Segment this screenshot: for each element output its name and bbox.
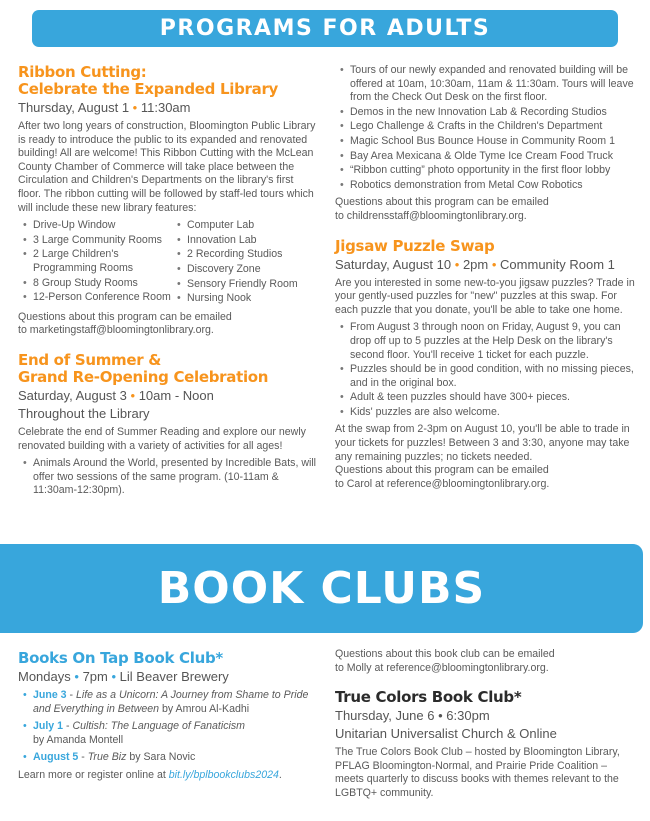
features-list: [18, 219, 318, 307]
club-day: Mondays: [18, 669, 71, 684]
activity-item: • Lego Challenge & Crafts in the Children's Department: [340, 120, 635, 134]
event-time: 11:30am: [140, 100, 191, 115]
book-date: July 1: [33, 720, 64, 733]
bullet-separator-icon: •: [130, 387, 136, 403]
contact-email-link[interactable]: to Carol at reference@bloomingtonlibrary.org.: [335, 477, 550, 490]
swap-info: At the swap from 2-3pm on August 10, you'll be able to trade in your tickets for puzzles! Between 3 and 3:30, anyone may take any remaining puzzles; no tickets needed.: [335, 423, 630, 463]
learn-more: Learn more or register online at bit.ly/bplbookclubs2024.: [18, 768, 282, 781]
event-title: [18, 352, 318, 386]
event-location: Community Room 1: [500, 256, 615, 272]
banner-title: BOOK CLUBS: [157, 563, 486, 614]
contact-line: Questions about this program can be emailed: [335, 464, 549, 477]
end-of-summer-event: [18, 352, 318, 498]
register-link[interactable]: bit.ly/bplbookclubs2024: [168, 768, 279, 781]
event-location: Throughout the Library: [18, 405, 150, 421]
book-date: June 3: [33, 689, 67, 701]
activity-item: • Bay Area Mexicana & Olde Tyme Ice Cream Food Truck: [340, 150, 635, 164]
contact-line: Questions about this book club can be emailed: [335, 648, 555, 660]
book-title: Life as a Unicorn: A Journey from Shame to Pride and Everything in Between: [33, 689, 309, 715]
feature-item: • Computer Lab: [177, 219, 298, 233]
activity-item: • Animals Around the World, presented by Incredible Bats, will offer two sessions of the same program. (10-11am & 11:30am-12:30pm).: [23, 457, 318, 498]
bullet-separator-icon: •: [454, 256, 460, 272]
book-author: by Sara Novic: [129, 751, 196, 764]
club-time: 7pm: [82, 669, 108, 684]
club-date: Thursday, June 6: [335, 708, 435, 724]
bullet-separator-icon: •: [491, 256, 497, 272]
contact-line: Questions about this program can be emailed: [335, 196, 549, 209]
title-line-1: End of Summer &: [18, 350, 162, 369]
feature-item: • 3 Large Community Rooms: [23, 234, 171, 248]
feature-item: • 2 Large Children's Programming Rooms: [23, 248, 171, 275]
banner-title: PROGRAMS FOR ADULTS: [159, 16, 491, 41]
book-title: Cultish: The Language of Fanaticism: [72, 720, 246, 733]
activity-item: • Demos in the new Innovation Lab & Recording Studios: [340, 106, 635, 120]
activity-item: • “Ribbon cutting” photo opportunity in the first floor lobby: [340, 164, 635, 178]
feature-item: • 8 Group Study Rooms: [23, 277, 171, 291]
club-schedule: [18, 668, 318, 685]
bullet-separator-icon: •: [438, 708, 443, 724]
title-line-2: Grand Re-Opening Celebration: [18, 367, 269, 386]
event-datetime: [18, 387, 318, 404]
book-item: • June 3 - Life as a Unicorn: A Journey from Shame to Pride and Everything in Between by Amrou Al-Kadhi: [23, 689, 318, 716]
feature-item: • Innovation Lab: [177, 234, 298, 248]
rule-item: • Puzzles should be in good condition, with no missing pieces, and in the original box.: [340, 363, 635, 390]
bullet-separator-icon: •: [74, 669, 79, 684]
feature-item: • 2 Recording Studios: [177, 248, 298, 262]
title-line-1: Ribbon Cutting:: [18, 63, 147, 81]
event-date: Saturday, August 3: [18, 387, 127, 403]
feature-item: • 12-Person Conference Room: [23, 291, 171, 305]
true-colors-club: [335, 689, 635, 800]
feature-item: • Nursing Nook: [177, 292, 298, 306]
bullet-separator-icon: •: [132, 100, 138, 115]
rule-item: • Adult & teen puzzles should have 300+ pieces.: [340, 391, 635, 405]
ribbon-cutting-event: [18, 64, 318, 338]
club-title: True Colors Book Club*: [335, 688, 522, 707]
learn-more-text: Learn more or register online at: [18, 768, 166, 781]
feature-item: • Discovery Zone: [177, 263, 298, 277]
event-datetime: [18, 99, 318, 116]
book-item: • August 5 - True Biz by Sara Novic: [23, 751, 318, 765]
book-item: • July 1 - Cultish: The Language of Fanaticism by Amanda Montell: [23, 720, 318, 747]
book-list: [18, 689, 318, 765]
event-date: Saturday, August 10: [335, 256, 452, 272]
club-schedule: [335, 707, 635, 724]
book-author: by Amrou Al-Kadhi: [161, 702, 250, 715]
feature-item: • Sensory Friendly Room: [177, 278, 298, 292]
club-title: Books On Tap Book Club*: [18, 649, 223, 667]
book-title: True Biz: [87, 751, 127, 764]
jigsaw-puzzle-swap-event: [335, 238, 635, 492]
bullet-separator-icon: •: [111, 669, 117, 684]
books-on-tap-club: [18, 650, 318, 783]
book-clubs-banner: [0, 544, 643, 633]
contact-line: Questions about this program can be emailed: [18, 310, 232, 323]
contact-email-link[interactable]: to marketingstaff@bloomingtonlibrary.org.: [18, 324, 214, 337]
contact-info: [335, 196, 635, 223]
contact-info: [18, 311, 318, 338]
title-line-2: Celebrate the Expanded Library: [18, 80, 279, 98]
activity-item: • Robotics demonstration from Metal Cow Robotics: [340, 179, 635, 193]
event-title: [18, 64, 318, 98]
rules-list: [335, 321, 635, 419]
activity-item: • Tours of our newly expanded and renovated building will be offered at 10am, 10:30am, 11am & 11:30am. Tours will leave from the Check Out Desk on the first floor.: [340, 64, 635, 105]
club-location: Unitarian Universalist Church & Online: [335, 726, 557, 742]
event-description: Celebrate the end of Summer Reading and explore our newly renovated building with a variety of activities for all ages!: [18, 425, 306, 452]
contact-info: [335, 464, 635, 491]
book-author: by Amanda Montell: [33, 733, 124, 746]
programs-for-adults-banner: [32, 10, 618, 47]
club-time: 6:30pm: [446, 708, 490, 724]
event-datetime: [335, 256, 635, 273]
programs-right-column: [335, 64, 635, 495]
activity-item: • Magic School Bus Bounce House in Community Room 1: [340, 135, 635, 149]
event-description: After two long years of construction, Bloomington Public Library is ready to introduce the public to its expanded and renovated building! All are welcome! This Ribbon Cutting with the McLean County Chamber of Commerce will take place between the Circulation and Children's Departments on the library's first floor. The ribbon cutting will be followed by staff-led tours which will include these new library features:: [18, 120, 316, 214]
club-location: Lil Beaver Brewery: [119, 669, 229, 684]
activities-list: [18, 457, 318, 498]
rule-item: • From August 3 through noon on Friday, August 9, you can drop off up to 5 puzzles at the Help Desk on the library's second floor. You'll receive 1 ticket for each puzzle.: [340, 321, 635, 362]
contact-info: [335, 648, 635, 675]
contact-email-link[interactable]: to childrensstaff@bloomingtonlibrary.org.: [335, 209, 527, 222]
feature-item: • Drive-Up Window: [23, 219, 171, 233]
book-clubs-left-column: [18, 650, 318, 787]
club-description: The True Colors Book Club – hosted by Bloomington Library, PFLAG Bloomington-Normal, and Prairie Pride Coalition – meets quarterly to discuss books with themes relevant to the LGBTQ+ community.: [335, 746, 620, 799]
rule-item: • Kids' puzzles are also welcome.: [340, 406, 635, 420]
book-date: August 5: [33, 751, 79, 764]
activities-list-continued: [335, 64, 635, 192]
event-title: Jigsaw Puzzle Swap: [335, 236, 495, 255]
event-description: Are you interested in some new-to-you jigsaw puzzles? Trade in your gently-used puzzles for "new" puzzles at this swap. For each puzzle that you donate, you'll be able to take one home.: [335, 276, 635, 316]
programs-left-column: [18, 64, 318, 502]
event-time: 2pm: [462, 256, 489, 272]
book-clubs-right-column: [335, 648, 635, 805]
event-time: 10am - Noon: [138, 387, 214, 403]
contact-email-link[interactable]: to Molly at reference@bloomingtonlibrary.org.: [335, 661, 549, 674]
event-date: Thursday, August 1: [18, 100, 130, 115]
